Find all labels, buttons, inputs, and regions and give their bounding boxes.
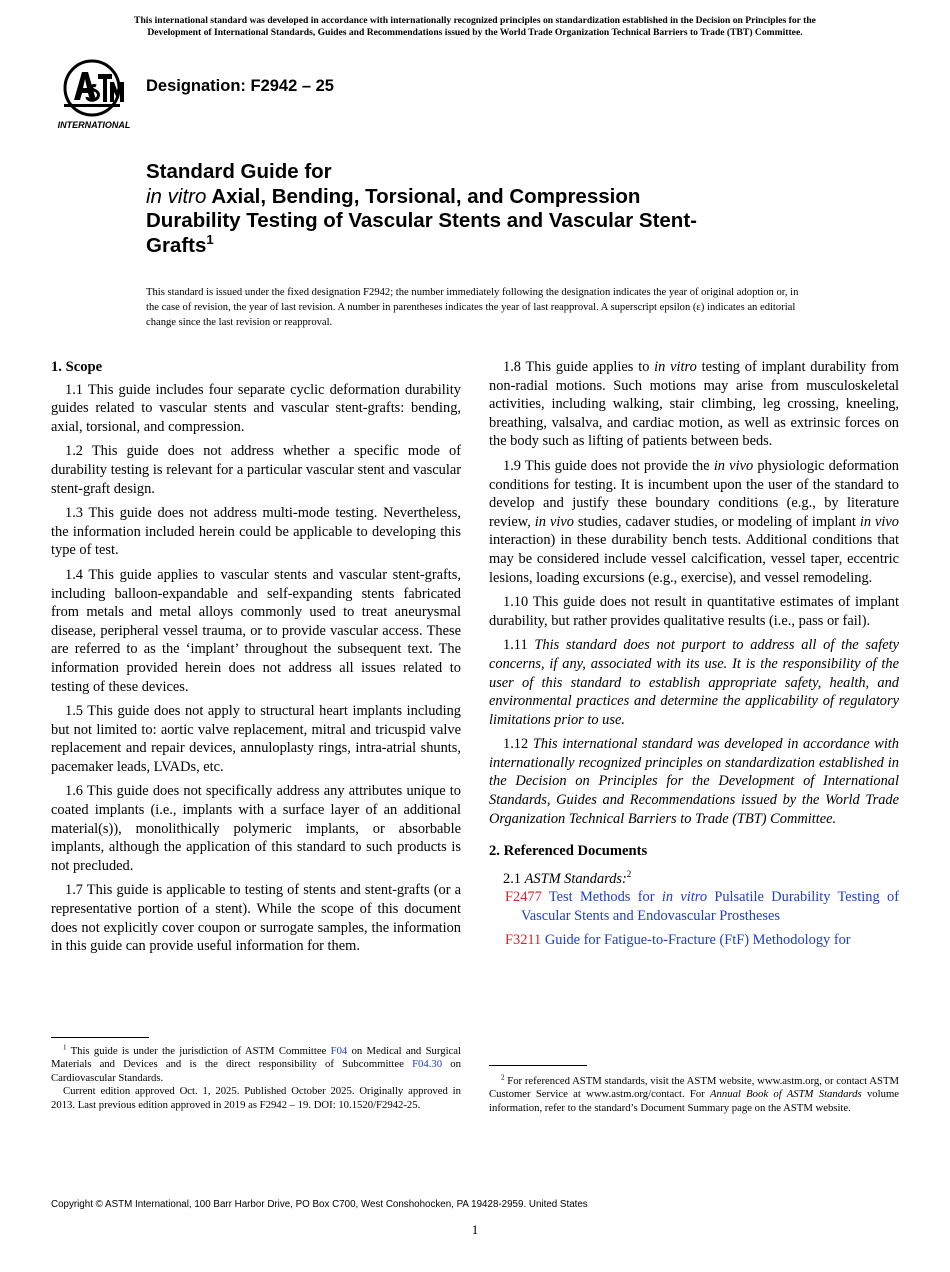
astm-standards-footnote-mark: 2 bbox=[626, 868, 632, 879]
ref-f3211-text[interactable]: Guide for Fatigue-to-Fracture (FtF) Methodology for bbox=[541, 932, 851, 949]
para-1-12 bbox=[489, 735, 899, 828]
footnote-1-part-b: on Medical and Surgical Materials and Devices and is the direct responsibility of Subcommittee bbox=[51, 1045, 461, 1071]
ref-f2477-italic[interactable]: in vitro bbox=[661, 889, 708, 906]
para-1-6: 1.6 This guide does not specifically address any attributes unique to coated implants (i.e., implants with a surface layer of an additional material(s)), monolithically polymeric implants, or absorbable implants, although the application of this standard to such products is not precluded. bbox=[51, 783, 461, 874]
para-1-9-italic-1: in vivo bbox=[713, 457, 754, 474]
ref-f3211[interactable] bbox=[489, 931, 899, 950]
designation: Designation: F2942 – 25 bbox=[146, 77, 334, 95]
referenced-heading: 2. Referenced Documents bbox=[489, 843, 648, 860]
para-1-9-italic-2: in vivo bbox=[534, 513, 574, 530]
astm-logo-mark bbox=[52, 56, 136, 132]
para-1-8 bbox=[489, 358, 899, 451]
para-1-2: 1.2 This guide does not address whether a specific mode of durability testing is relevant for a particular vascular stent and vascular stent-graft design. bbox=[51, 443, 461, 497]
tbt-notice-line1: This international standard was developed in accordance with internationally recognized principles on standardization established in the Decision on Principles for the bbox=[134, 15, 816, 26]
para-1-4: 1.4 This guide applies to vascular stents and vascular stent-grafts, including balloon-expandable and self-expanding stents fabricated from metals and metal alloys commonly used to treat aneurysmal disease, peripheral vessel trauma, or to provide vascular access. These are referred to as the ‘implant’ throughout the subsequent text. The information provided herein does not address all issues related to testing of these devices. bbox=[51, 566, 461, 695]
document-title bbox=[146, 160, 806, 258]
para-1-12-num: 1.12 bbox=[503, 736, 533, 753]
title-line4 bbox=[146, 231, 806, 259]
astm-standards-label: ASTM Standards: bbox=[524, 870, 627, 887]
para-1-9-b: physiologic deformation conditions for testing. It is incumbent upon the user of the standard to develop and justify these boundary conditions (e.g., by literature review, bbox=[489, 457, 899, 530]
title-footnote-mark: 1 bbox=[206, 231, 214, 247]
para-1-9-d: interaction) in these durability bench tests. Additional conditions that may be considered include vessel calcification, vessel taper, eccentric lesions, loading excursions (e.g., exercise), and vessel remodeling. bbox=[489, 532, 899, 586]
footnote-1-part-c: on Cardiovascular Standards. bbox=[51, 1058, 461, 1084]
issued-note: This standard is issued under the fixed designation F2942; the number immediately following the designation indicates the year of original adoption or, in the case of revision, the year of last revision. A number in parentheses indicates the year of last reapproval. A superscript epsilon (ε) indicates an editorial change since the last revision or reapproval. bbox=[146, 287, 799, 328]
astm-logo bbox=[52, 56, 136, 132]
logo-wordmark: INTERNATIONAL bbox=[57, 120, 131, 130]
footnote-2-part-a: For referenced ASTM standards, visit the ASTM website, www.astm.org, or contact ASTM Customer Service at www.astm.org/contact. For bbox=[489, 1075, 899, 1101]
footnote-2 bbox=[489, 1075, 899, 1115]
para-1-9-italic-3: in vivo bbox=[859, 513, 900, 530]
footnote-2-part-b: volume information, refer to the standard’s Document Summary page on the ASTM website. bbox=[489, 1088, 900, 1114]
footnote-1-edition: Current edition approved Oct. 1, 2025. Published October 2025. Originally approved in 2013. Last previous edition approved in 2019 as F2942 – 19. DOI: 10.1520/F2942-25. bbox=[51, 1085, 461, 1111]
title-line2-rest: Axial, Bending, Torsional, and Compression bbox=[206, 184, 641, 208]
para-1-8-italic: in vitro bbox=[654, 359, 697, 375]
scope-heading: 1. Scope bbox=[51, 359, 103, 375]
para-1-10: 1.10 This guide does not result in quantitative estimates of implant durability, but rather provides qualitative results (i.e., pass or fail). bbox=[489, 594, 899, 629]
footnote-2-italic: Annual Book of ASTM Standards bbox=[710, 1088, 862, 1101]
ref-f3211-code[interactable]: F3211 bbox=[505, 932, 542, 949]
footnote-rule-left bbox=[51, 1037, 149, 1038]
left-column bbox=[51, 358, 461, 962]
tbt-notice-line2: Development of International Standards, Guides and Recommendations issued by the World Trade Organization Technical Barriers to Trade (TBT) Committee. bbox=[147, 27, 803, 38]
page-number: 1 bbox=[471, 1222, 479, 1237]
footnote-1 bbox=[51, 1045, 461, 1112]
para-1-12-italic: This international standard was developed in accordance with internationally recognized principles on standardization established in the Decision on Principles for the Development of International Standards, Guides and Recommendations issued by the World Trade Organization Technical Barriers to Trade (TBT) Committee. bbox=[489, 736, 900, 827]
footnote-1-text bbox=[51, 1045, 461, 1085]
footnote-1-part-a: This guide is under the jurisdiction of ASTM Committee bbox=[66, 1045, 331, 1057]
para-1-11 bbox=[489, 636, 899, 729]
ref-f2477-code[interactable]: F2477 bbox=[505, 889, 542, 906]
ref-f2477-text-b[interactable]: Pulsatile Durability Testing of Vascular Stents and Endovascular Prostheses bbox=[521, 889, 899, 924]
para-1-11-italic: This standard does not purport to address all of the safety concerns, if any, associated with its use. It is the responsibility of the user of this standard to establish appropriate safety, health, and environmental practices and determine the applicability of regulatory limitations prior to use. bbox=[489, 637, 899, 728]
para-1-7: 1.7 This guide is applicable to testing of stents and stent-grafts (or a representative portion of a stent). While the scope of this document does not explicitly cover coupon or surrogate samples, the information in this guide can provide useful information for them. bbox=[51, 882, 461, 955]
title-line4-text: Grafts bbox=[146, 233, 207, 257]
footnote-rule-right bbox=[489, 1065, 587, 1066]
para-1-8-b: testing of implant durability from non-radial motions. Such motions may arise from musculoskeletal activities, including walking, stair climbing, leg crossing, kneeling, breathing, valsalva, and cardiac motion, as well as extrinsic forces on the body such as lifting of patients between beds. bbox=[489, 359, 899, 450]
para-1-11-num: 1.11 bbox=[503, 637, 535, 654]
right-column bbox=[489, 358, 899, 956]
copyright-notice: Copyright © ASTM International, 100 Barr Harbor Drive, PO Box C700, West Conshohocken, PA 19428-2959. United States bbox=[51, 1199, 588, 1210]
title-italic-prefix: in vitro bbox=[146, 184, 207, 208]
title-line2 bbox=[146, 185, 806, 210]
para-1-3: 1.3 This guide does not address multi-mode testing. Nevertheless, the information included herein could be applicable to developing this type of test. bbox=[51, 505, 461, 559]
link-f04[interactable]: F04 bbox=[330, 1045, 348, 1057]
footnote-2-text bbox=[489, 1075, 899, 1115]
title-line1: Standard Guide for bbox=[146, 160, 332, 183]
para-1-1: 1.1 This guide includes four separate cyclic deformation durability guides related to vascular stents and vascular stent-grafts: bending, axial, torsional, and compression. bbox=[51, 381, 461, 435]
ref-f2477-text-a[interactable]: Test Methods for bbox=[541, 889, 662, 906]
footnote-2-mark: 2 bbox=[501, 1073, 505, 1082]
para-1-5: 1.5 This guide does not apply to structural heart implants including but not limited to: aortic valve replacement, mitral and tricuspid valve replacement and repair devices, annuloplasty rings, intra-atrial shunts, pacemaker leads, LVADs, etc. bbox=[51, 703, 461, 775]
ref-f2477[interactable] bbox=[489, 888, 899, 925]
para-1-9-a: 1.9 This guide does not provide the bbox=[503, 457, 714, 474]
title-line3: Durability Testing of Vascular Stents and Vascular Stent- bbox=[146, 209, 697, 232]
footnote-1-mark: 1 bbox=[63, 1043, 67, 1052]
link-f04-30[interactable]: F04.30 bbox=[412, 1058, 443, 1071]
para-1-8-a: 1.8 This guide applies to bbox=[503, 359, 655, 375]
astm-standards-subhead bbox=[489, 865, 899, 888]
para-1-9 bbox=[489, 457, 899, 587]
astm-standards-num: 2.1 bbox=[503, 870, 525, 887]
tbt-notice bbox=[40, 15, 910, 39]
para-1-9-c: studies, cadaver studies, or modeling of implant bbox=[573, 513, 860, 530]
